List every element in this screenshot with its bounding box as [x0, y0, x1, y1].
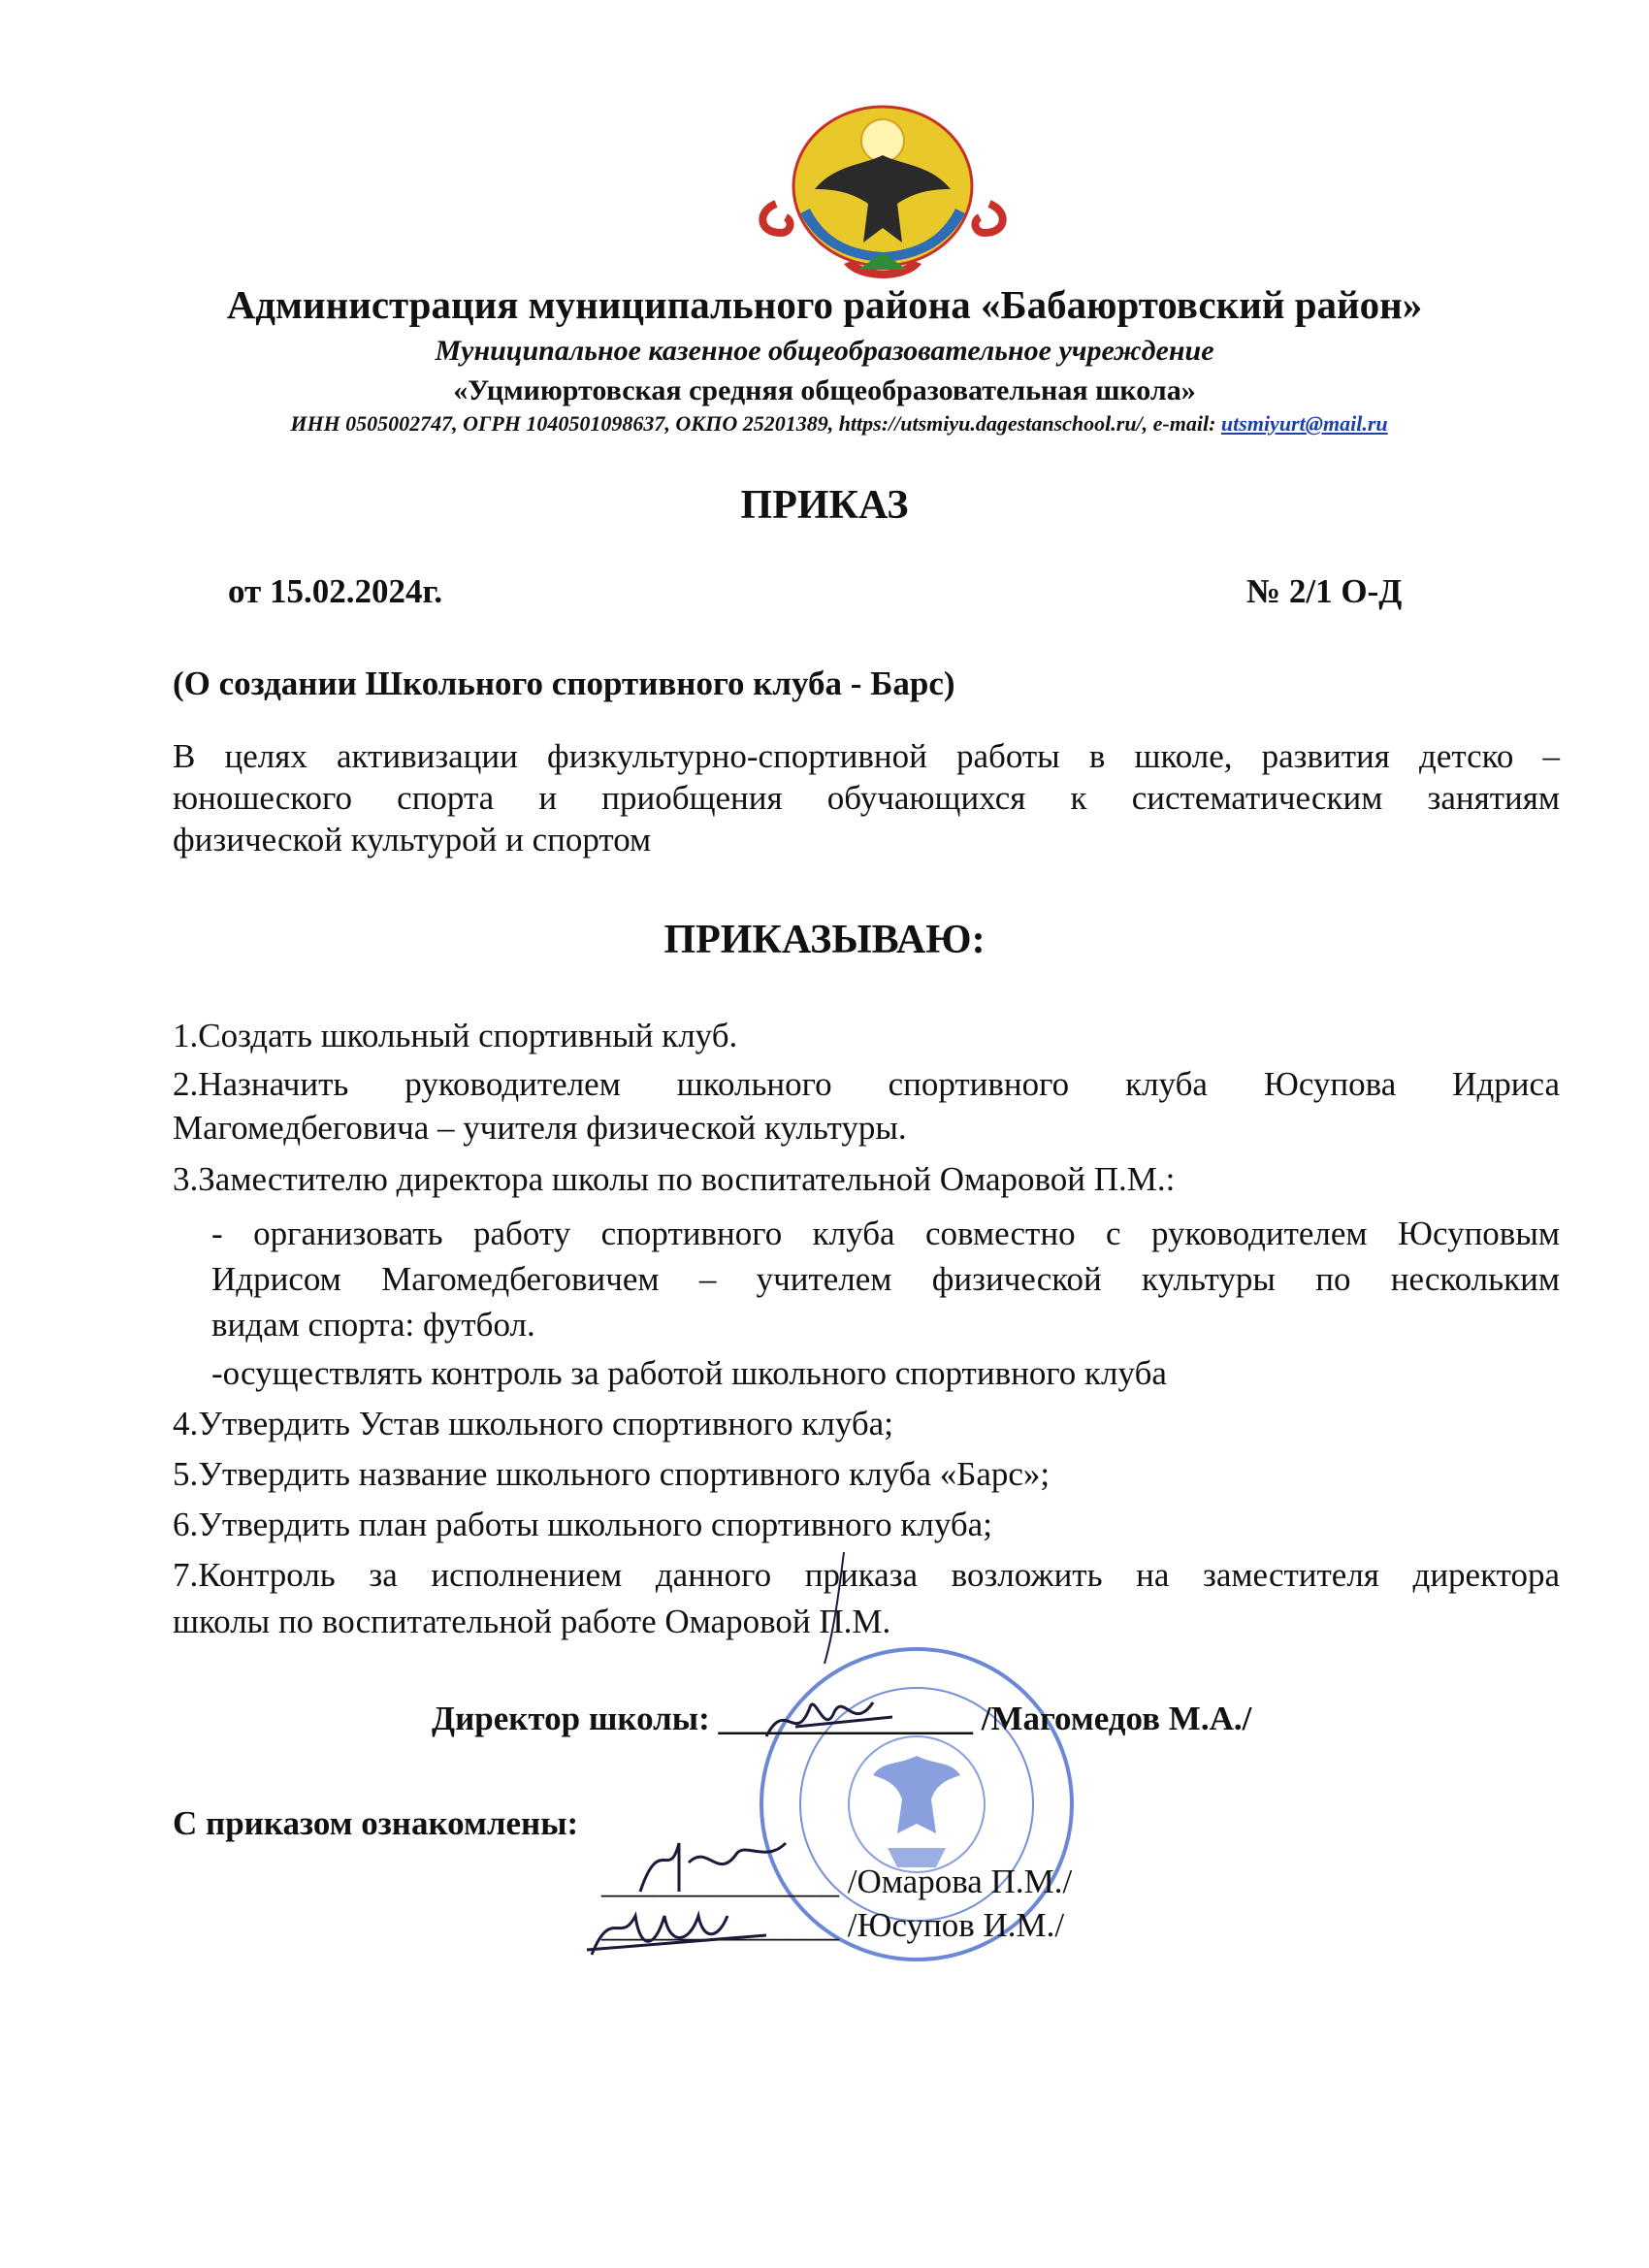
- order-item-7: 7.Контроль за исполнением данного приказа возложить на заместителя директора: [173, 1556, 1560, 1594]
- order-date: от 15.02.2024г.: [228, 572, 443, 610]
- acquainted-person: [601, 1906, 1064, 1945]
- order-item-3-sub-2: -осуществлять контроль за работой школьного спортивного клуба: [211, 1354, 1167, 1392]
- order-item-3: 3.Заместителю директора школы по воспитательной Омаровой П.М.:: [173, 1160, 1176, 1198]
- acquainted-blank: ______________: [601, 1906, 839, 1944]
- acquainted-name: /Юсупов И.М./: [847, 1906, 1065, 1944]
- director-name: /Магомедов М.А./: [981, 1700, 1252, 1737]
- order-item-7-cont: школы по воспитательной работе Омаровой П.М.: [173, 1603, 891, 1640]
- director-label: Директор школы:: [432, 1700, 710, 1737]
- acquainted-person: [601, 1863, 1072, 1901]
- requisites-text: ИНН 0505002747, ОГРН 1040501098637, ОКПО 25201389, https://utsmiyu.dagestanschool.ru/, e-mail:: [290, 411, 1216, 436]
- director-signature-row: [432, 1700, 1251, 1738]
- school-requisites: [189, 411, 1489, 437]
- order-item-3-sub-1-cont: Идрисом Магомедбеговичем – учителем физической культуры по нескольким: [211, 1260, 1560, 1298]
- order-item-3-sub-1: - организовать работу спортивного клуба совместно с руководителем Юсуповым: [211, 1215, 1560, 1252]
- administration-title: Администрация муниципального района «Бабаюртовский район»: [226, 282, 1423, 327]
- order-item-5: 5.Утвердить название школьного спортивного клуба «Барс»;: [173, 1455, 1051, 1493]
- order-subject: (О создании Школьного спортивного клуба - Барс): [173, 664, 955, 702]
- order-item-3-sub-1-cont: видам спорта: футбол.: [211, 1306, 535, 1344]
- order-item-4: 4.Утвердить Устав школьного спортивного клуба;: [173, 1405, 893, 1442]
- order-item-2-cont: Магомедбеговича – учителя физической культуры.: [173, 1109, 907, 1147]
- preamble-line: В целях активизации физкультурно-спортивной работы в школе, развития детско –: [173, 737, 1560, 775]
- acquainted-blank: ______________: [601, 1863, 839, 1900]
- dagestan-coat-of-arms-icon: [747, 97, 1018, 291]
- order-item-1: 1.Создать школьный спортивный клуб.: [173, 1017, 738, 1054]
- institution-type: Муниципальное казенное общеобразовательное учреждение: [435, 335, 1214, 367]
- order-number: № 2/1 О-Д: [1246, 572, 1403, 610]
- director-signature-blank: _______________: [718, 1700, 974, 1737]
- order-item-2: 2.Назначить руководителем школьного спортивного клуба Юсупова Идриса: [173, 1065, 1560, 1103]
- acquainted-name: /Омарова П.М./: [847, 1863, 1073, 1900]
- preamble-line: юношеского спорта и приобщения обучающихся к систематическим занятиям: [173, 779, 1560, 817]
- decree-heading: ПРИКАЗЫВАЮ:: [663, 918, 986, 962]
- preamble-line: физической культурой и спортом: [173, 821, 652, 859]
- acquainted-label: С приказом ознакомлены:: [173, 1804, 579, 1842]
- email-link[interactable]: utsmiyurt@mail.ru: [1220, 411, 1388, 436]
- school-name: «Уцмиюртовская средняя общеобразовательная школа»: [453, 374, 1196, 406]
- order-title: ПРИКАЗ: [740, 483, 909, 528]
- order-item-6: 6.Утвердить план работы школьного спортивного клуба;: [173, 1506, 992, 1543]
